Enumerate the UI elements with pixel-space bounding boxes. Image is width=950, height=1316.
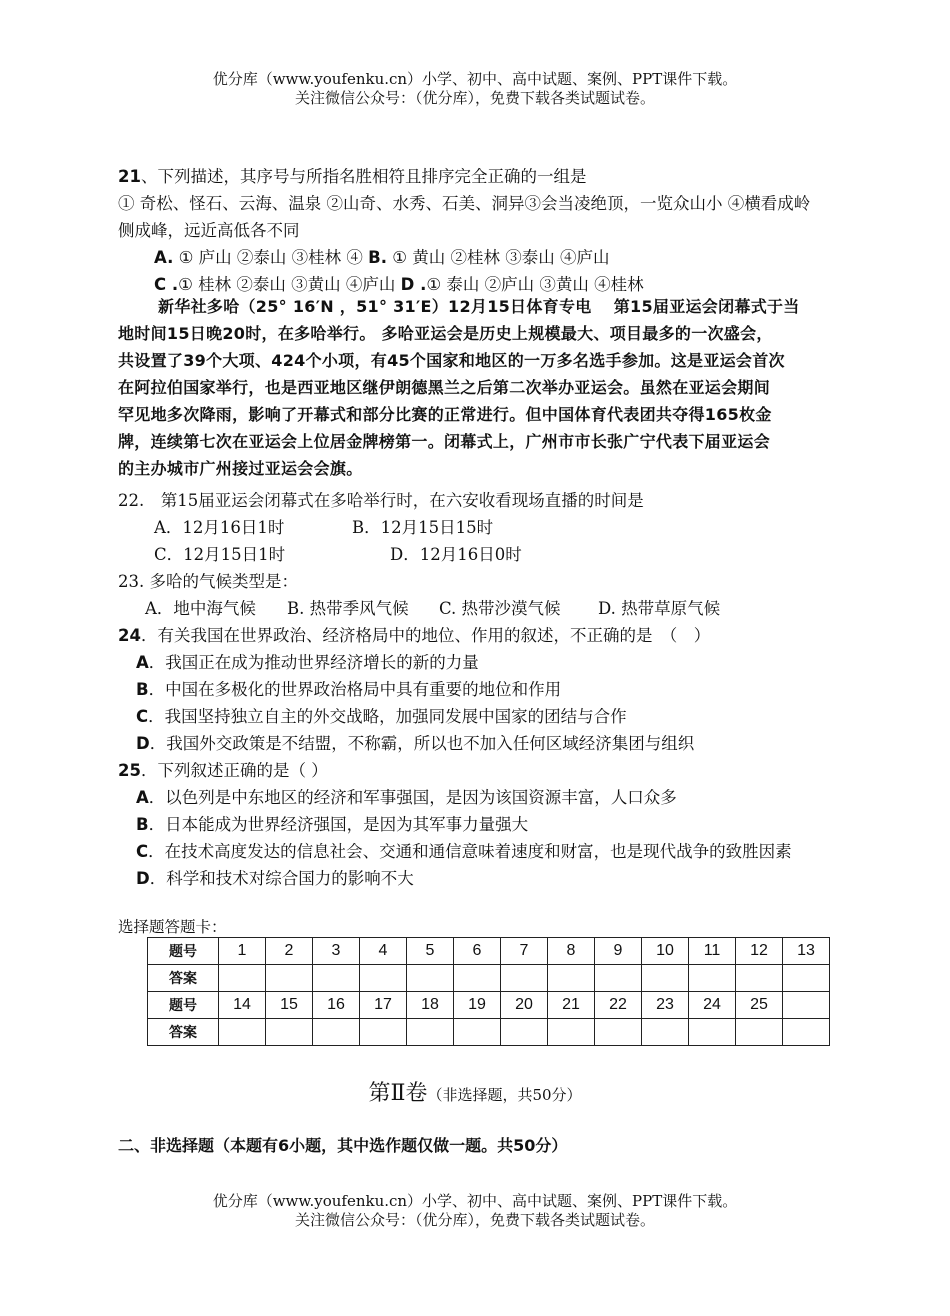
part2-title bbox=[0, 1076, 950, 1107]
news-line-5: 罕见地多次降雨，影响了开幕式和部分比赛的正常进行。但中国体育代表团共夺得165枚金 bbox=[118, 405, 772, 424]
q23-stem: 23. 多哈的气候类型是： bbox=[118, 572, 298, 591]
footer-line-1: 优分库（www.youfenku.cn）小学、初中、高中试题、案例、PPT课件下载。 bbox=[212, 1192, 738, 1210]
q23-option-d: D. 热带草原气候 bbox=[598, 599, 721, 618]
q21-stem: 21、下列描述，其序号与所指名胜相符且排序完全正确的一组是 bbox=[118, 167, 587, 186]
answer-cell[interactable] bbox=[501, 1019, 548, 1046]
answer-cell[interactable] bbox=[642, 1019, 689, 1046]
question-number-cell: 7 bbox=[501, 938, 548, 965]
question-number-cell: 3 bbox=[313, 938, 360, 965]
question-number-cell: 13 bbox=[783, 938, 830, 965]
question-number-cell: 4 bbox=[360, 938, 407, 965]
answer-cell[interactable] bbox=[313, 965, 360, 992]
news-line-2: 地时间15日晚20时，在多哈举行。 多哈亚运会是历史上规模最大、项目最多的一次盛会， bbox=[118, 324, 773, 343]
question-number-cell: 1 bbox=[219, 938, 266, 965]
page-header bbox=[0, 70, 950, 108]
question-number-cell: 6 bbox=[454, 938, 501, 965]
answer-cell[interactable] bbox=[501, 965, 548, 992]
answer-cell[interactable] bbox=[407, 1019, 454, 1046]
q24-option-b: B．中国在多极化的世界政治格局中具有重要的地位和作用 bbox=[136, 680, 562, 699]
row-label-number: 题号 bbox=[148, 938, 219, 965]
question-number-cell: 10 bbox=[642, 938, 689, 965]
q25-stem: 25．下列叙述正确的是（ ） bbox=[118, 761, 328, 780]
question-number-cell: 22 bbox=[595, 992, 642, 1019]
q21-options-cd: C .① 桂林 ②泰山 ③黄山 ④庐山 D .① 泰山 ②庐山 ③黄山 ④桂林 bbox=[154, 275, 644, 294]
answer-cell[interactable] bbox=[689, 1019, 736, 1046]
question-number-cell: 18 bbox=[407, 992, 454, 1019]
header-line-1: 优分库（www.youfenku.cn）小学、初中、高中试题、案例、PPT课件下载。 bbox=[212, 70, 738, 88]
answer-cell[interactable] bbox=[689, 965, 736, 992]
q25-option-b: B．日本能成为世界经济强国，是因为其军事力量强大 bbox=[136, 815, 529, 834]
q22-stem: 22. 第15届亚运会闭幕式在多哈举行时，在六安收看现场直播的时间是 bbox=[118, 491, 644, 510]
answer-cell[interactable] bbox=[595, 1019, 642, 1046]
question-number-cell: 23 bbox=[642, 992, 689, 1019]
question-number-cell: 16 bbox=[313, 992, 360, 1019]
answer-cell[interactable] bbox=[595, 965, 642, 992]
q23-option-a: A．地中海气候 bbox=[145, 599, 256, 618]
question-number-cell: 19 bbox=[454, 992, 501, 1019]
page-footer bbox=[0, 1192, 950, 1230]
q24-option-d: D．我国外交政策是不结盟，不称霸，所以也不加入任何区域经济集团与组织 bbox=[136, 734, 695, 753]
news-line-4: 在阿拉伯国家举行，也是西亚地区继伊朗德黑兰之后第二次举办亚运会。虽然在亚运会期间 bbox=[118, 378, 771, 397]
answer-card-table bbox=[147, 937, 830, 1046]
answer-cell[interactable] bbox=[360, 965, 407, 992]
news-line-3: 共设置了39个大项、424个小项，有45个国家和地区的一万多名选手参加。这是亚运会首次 bbox=[118, 351, 785, 370]
question-number-cell: 21 bbox=[548, 992, 595, 1019]
answer-cell[interactable] bbox=[548, 1019, 595, 1046]
question-number-cell: 17 bbox=[360, 992, 407, 1019]
part2-title-big: 第Ⅱ卷 bbox=[368, 1081, 428, 1106]
row-label-number: 题号 bbox=[148, 992, 219, 1019]
q25-option-d: D．科学和技术对综合国力的影响不大 bbox=[136, 869, 414, 888]
answer-card-ans-row-2 bbox=[148, 1019, 830, 1046]
question-number-cell: 9 bbox=[595, 938, 642, 965]
q21-desc-2: 侧成峰，远近高低各不同 bbox=[118, 221, 300, 240]
section-heading: 二、非选择题（本题有6小题，其中选作题仅做一题。共50分） bbox=[118, 1136, 568, 1155]
q24-option-c: C．我国坚持独立自主的外交战略，加强同发展中国家的团结与合作 bbox=[136, 707, 627, 726]
q22-option-c: C．12月15日1时 bbox=[154, 545, 286, 564]
part2-title-small: （非选择题，共50分） bbox=[427, 1086, 582, 1104]
row-label-answer: 答案 bbox=[148, 965, 219, 992]
q25-option-c: C．在技术高度发达的信息社会、交通和通信意味着速度和财富，也是现代战争的致胜因素 bbox=[136, 842, 792, 861]
q21-options-ab: A. ① 庐山 ②泰山 ③桂林 ④ B. ① 黄山 ②桂林 ③泰山 ④庐山 bbox=[154, 248, 610, 267]
q22-option-d: D．12月16日0时 bbox=[390, 545, 522, 564]
answer-cell[interactable] bbox=[548, 965, 595, 992]
answer-cell[interactable] bbox=[454, 1019, 501, 1046]
answer-cell[interactable] bbox=[783, 965, 830, 992]
question-number-cell: 24 bbox=[689, 992, 736, 1019]
question-number-cell: 25 bbox=[736, 992, 783, 1019]
q21-desc-1: ① 奇松、怪石、云海、温泉 ②山奇、水秀、石美、洞异③会当凌绝顶，一览众山小 ④横看成岭 bbox=[118, 194, 811, 213]
question-number-cell: 14 bbox=[219, 992, 266, 1019]
question-number-cell: 15 bbox=[266, 992, 313, 1019]
answer-cell[interactable] bbox=[360, 1019, 407, 1046]
q25-option-a: A．以色列是中东地区的经济和军事强国，是因为该国资源丰富，人口众多 bbox=[136, 788, 677, 807]
header-line-2: 关注微信公众号：（优分库），免费下载各类试题试卷。 bbox=[294, 89, 655, 107]
q21-number: 21 bbox=[118, 167, 141, 186]
question-number-cell: 8 bbox=[548, 938, 595, 965]
answer-card-num-row-2 bbox=[148, 992, 830, 1019]
answer-cell[interactable] bbox=[219, 1019, 266, 1046]
q22-option-b: B．12月15日15时 bbox=[352, 518, 494, 537]
news-line-7: 的主办城市广州接过亚运会会旗。 bbox=[118, 459, 363, 478]
footer-line-2: 关注微信公众号：（优分库），免费下载各类试题试卷。 bbox=[294, 1211, 655, 1229]
q22-option-a: A．12月16日1时 bbox=[154, 518, 285, 537]
answer-card-ans-row-1 bbox=[148, 965, 830, 992]
answer-cell[interactable] bbox=[219, 965, 266, 992]
row-label-answer: 答案 bbox=[148, 1019, 219, 1046]
question-number-cell: 12 bbox=[736, 938, 783, 965]
news-paragraph bbox=[118, 293, 888, 482]
question-number-cell bbox=[783, 992, 830, 1019]
news-line-6: 牌，连续第七次在亚运会上位居金牌榜第一。闭幕式上，广州市市长张广宁代表下届亚运会 bbox=[118, 432, 771, 451]
answer-cell[interactable] bbox=[266, 965, 313, 992]
question-number-cell: 20 bbox=[501, 992, 548, 1019]
answer-cell[interactable] bbox=[313, 1019, 360, 1046]
news-line-1: 新华社多哈（25° 16′N ，51° 31′E）12月15日体育专电 第15届亚运会闭幕式于当 bbox=[158, 297, 800, 316]
answer-cell[interactable] bbox=[642, 965, 689, 992]
answer-cell[interactable] bbox=[783, 1019, 830, 1046]
question-number-cell: 11 bbox=[689, 938, 736, 965]
q23-option-c: C. 热带沙漠气候 bbox=[439, 599, 561, 618]
q23-option-b: B. 热带季风气候 bbox=[287, 599, 409, 618]
answer-cell[interactable] bbox=[736, 1019, 783, 1046]
answer-card-num-row-1 bbox=[148, 938, 830, 965]
answer-cell[interactable] bbox=[454, 965, 501, 992]
answer-cell[interactable] bbox=[407, 965, 454, 992]
answer-cell[interactable] bbox=[266, 1019, 313, 1046]
q24-option-a: A．我国正在成为推动世界经济增长的新的力量 bbox=[136, 653, 479, 672]
q24-stem: 24．有关我国在世界政治、经济格局中的地位、作用的叙述，不正确的是 （ ） bbox=[118, 626, 711, 645]
question-number-cell: 2 bbox=[266, 938, 313, 965]
answer-cell[interactable] bbox=[736, 965, 783, 992]
question-number-cell: 5 bbox=[407, 938, 454, 965]
answer-card-caption: 选择题答题卡： bbox=[118, 918, 227, 936]
